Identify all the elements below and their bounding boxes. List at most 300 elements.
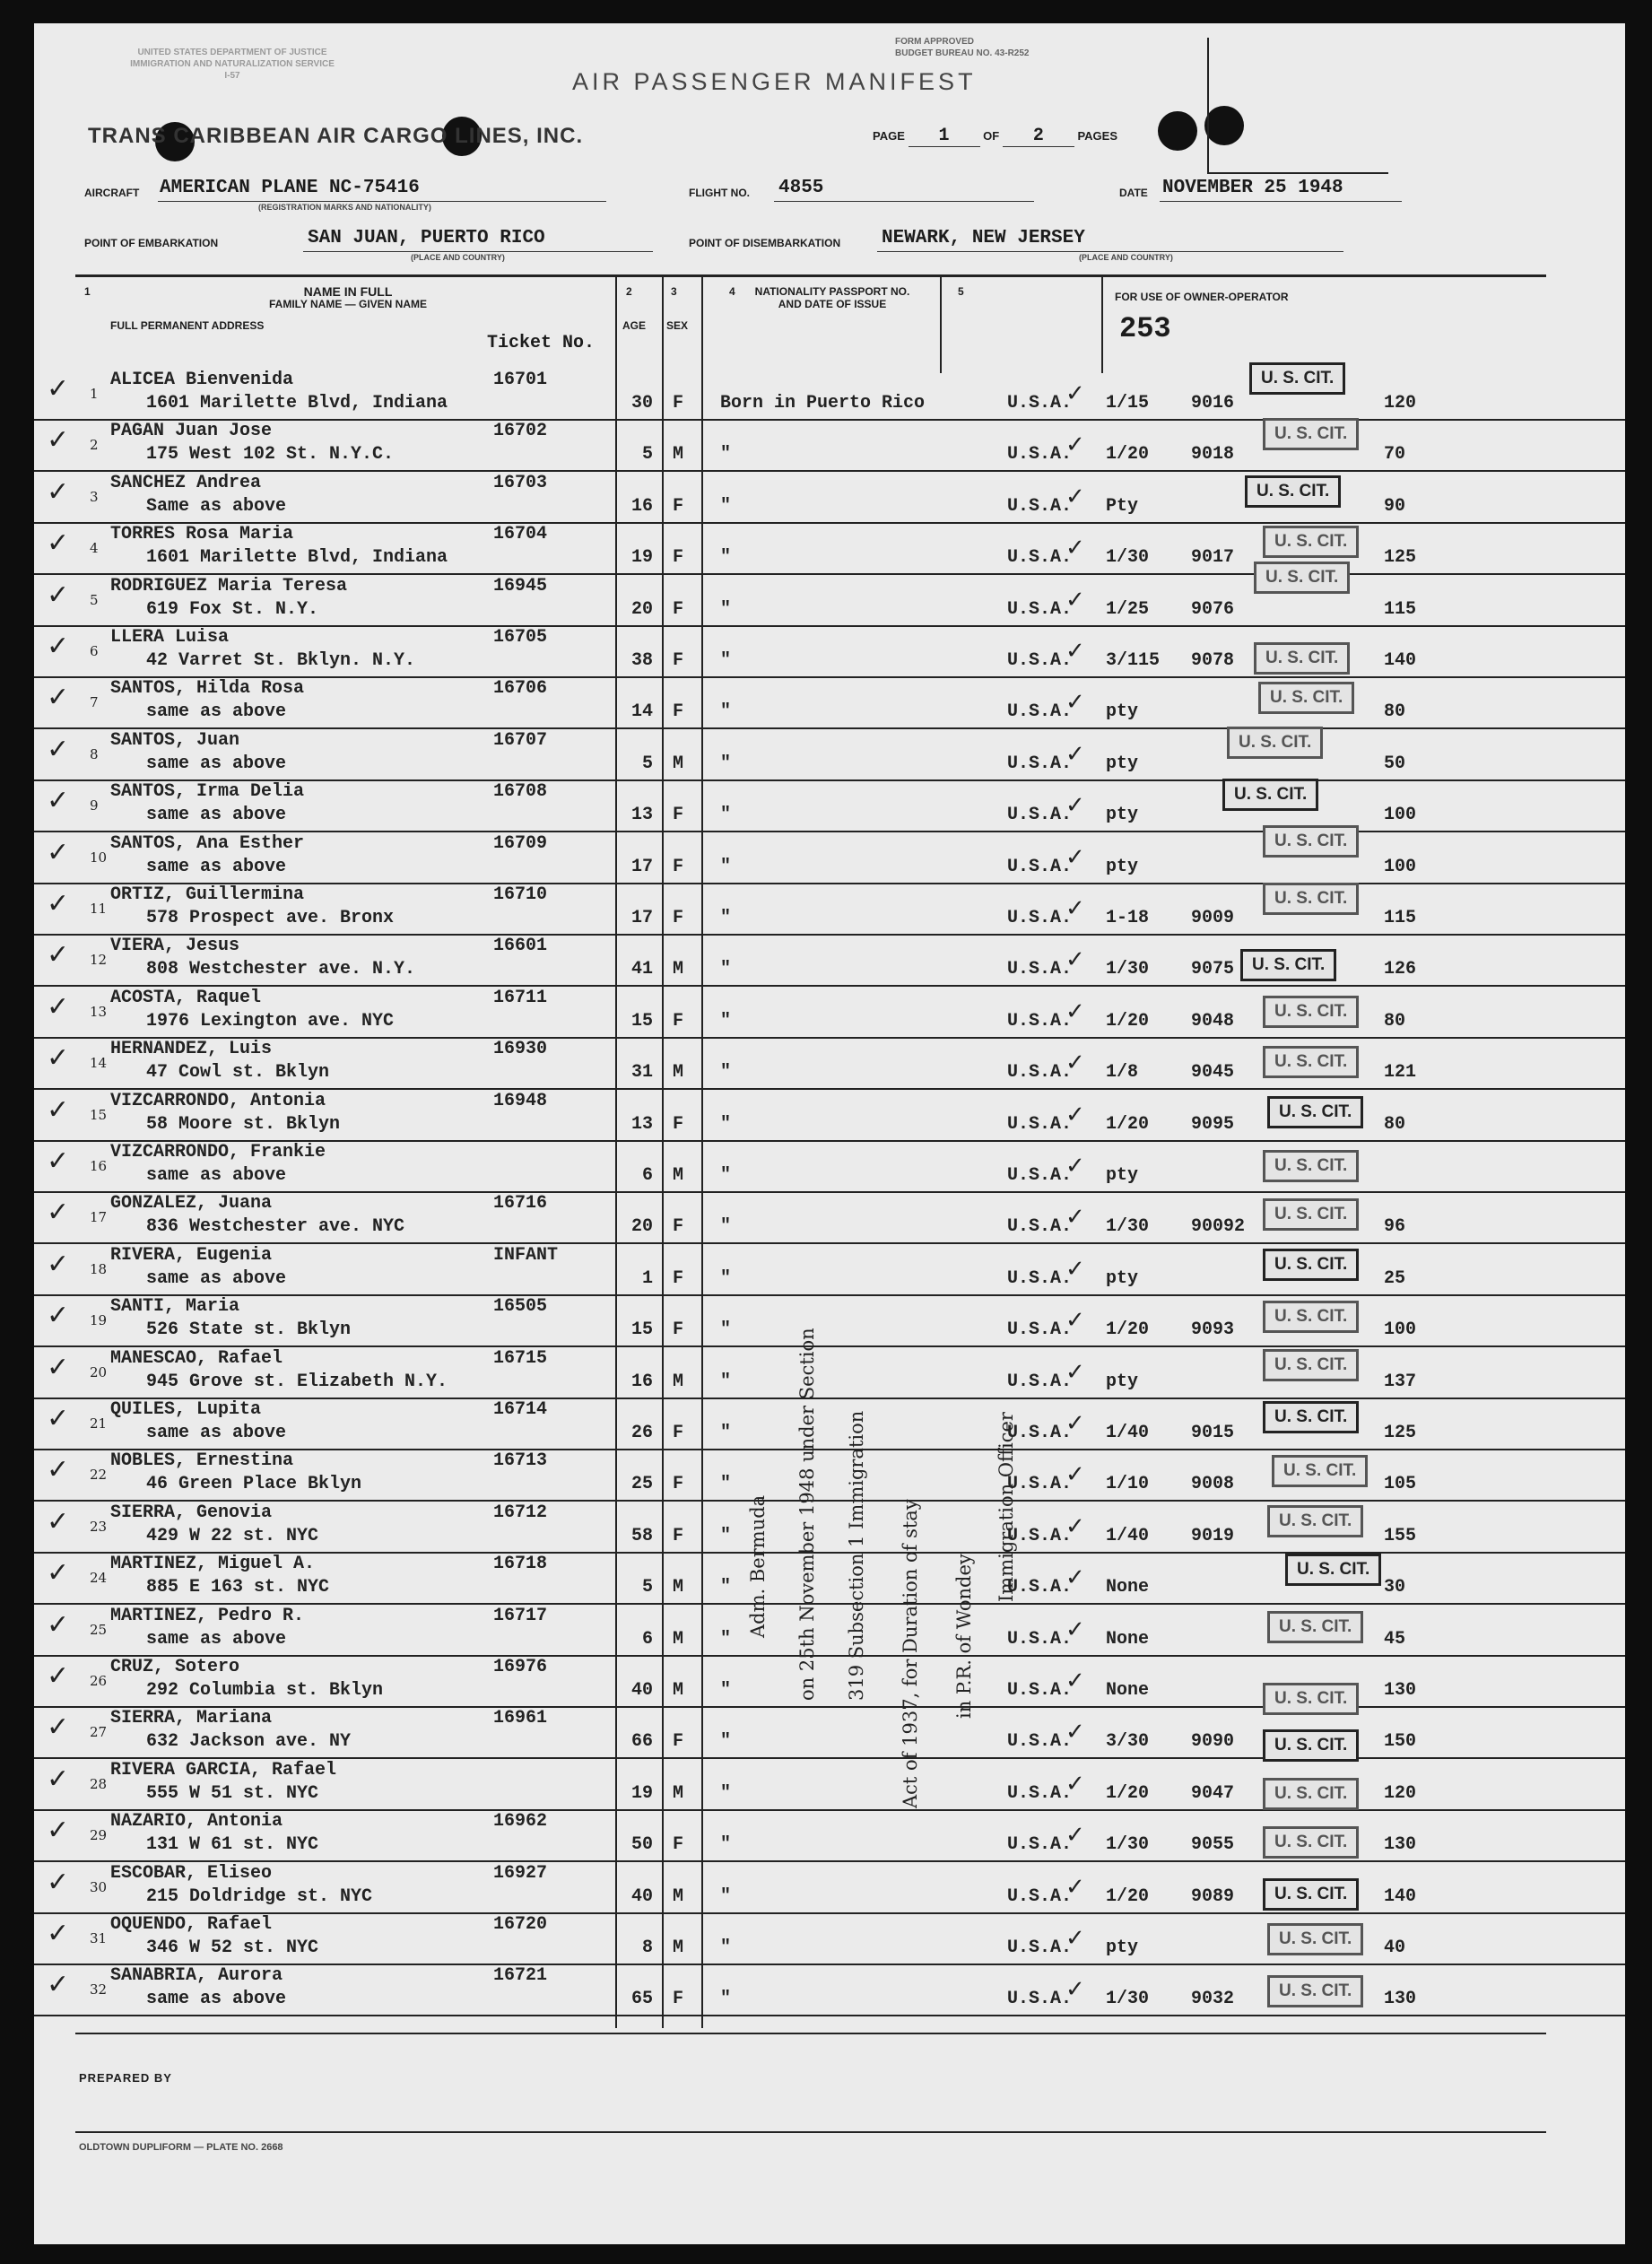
passenger-pass: 1/20	[1106, 1113, 1150, 1135]
check-mark-icon: ✓	[47, 1918, 70, 1949]
passenger-address: same as above	[146, 753, 287, 774]
passenger-name: HERNANDEZ, Luis	[110, 1039, 273, 1060]
passenger-nat: "	[720, 701, 732, 723]
pages-label: PAGES	[1077, 129, 1118, 143]
row-number: 27	[90, 1724, 108, 1741]
check-mark-icon: ✓	[1065, 1564, 1085, 1592]
of-label: OF	[983, 129, 1000, 143]
passenger-ticket: 16945	[493, 575, 548, 596]
us-citizen-stamp: U. S. CIT.	[1267, 1975, 1363, 2007]
passenger-nat: "	[720, 805, 732, 826]
check-mark-icon: ✓	[47, 1403, 70, 1434]
check-mark-icon: ✓	[1065, 1255, 1085, 1283]
passenger-fare: 90	[1384, 495, 1406, 517]
passenger-country: U.S.A.	[1007, 1989, 1073, 2010]
us-citizen-stamp: U. S. CIT.	[1263, 1683, 1359, 1715]
passenger-ticket: 16704	[493, 524, 548, 545]
col2-header: AGE	[622, 319, 647, 332]
passenger-nat: "	[720, 1577, 732, 1598]
passenger-sex: F	[673, 701, 684, 723]
passenger-fare: 140	[1384, 650, 1417, 671]
passenger-row	[34, 419, 1625, 472]
passenger-row	[34, 832, 1625, 884]
row-number: 24	[90, 1570, 108, 1587]
passenger-fare: 130	[1384, 1834, 1417, 1856]
passenger-ticket: 16718	[493, 1554, 548, 1575]
passenger-age: 5	[641, 753, 653, 774]
check-mark-icon: ✓	[47, 733, 70, 765]
row-number: 8	[90, 745, 99, 762]
passenger-fare: 100	[1384, 1319, 1417, 1341]
passenger-name: ALICEA Bienvenida	[110, 370, 294, 390]
check-mark-icon: ✓	[1065, 1925, 1085, 1952]
row-number: 2	[90, 437, 99, 454]
row-number: 14	[90, 1055, 108, 1072]
passenger-fare: 126	[1384, 959, 1417, 980]
passenger-age: 58	[630, 1525, 653, 1546]
passenger-ticket: 16601	[493, 936, 548, 957]
passenger-sex: F	[673, 1423, 684, 1443]
us-citizen-stamp: U. S. CIT.	[1263, 1401, 1359, 1433]
col1-header	[169, 285, 527, 310]
admission-note: Act of 1937, for Duration of stay	[900, 1499, 921, 1808]
passenger-age: 19	[630, 547, 653, 569]
passenger-country: U.S.A.	[1007, 650, 1073, 671]
passenger-address: 526 State st. Bklyn	[146, 1319, 352, 1341]
department-line: I-57	[224, 71, 240, 81]
check-mark-icon: ✓	[1065, 1822, 1085, 1850]
passenger-country: U.S.A.	[1007, 1216, 1073, 1238]
passenger-name: MANESCAO, Rafael	[110, 1347, 283, 1369]
passenger-pass: 1/30	[1106, 959, 1150, 980]
passenger-country: U.S.A.	[1007, 1423, 1073, 1443]
check-mark-icon: ✓	[47, 1866, 70, 1898]
passenger-code: 9075	[1191, 959, 1235, 980]
passenger-age: 1	[641, 1267, 653, 1289]
passenger-country: U.S.A.	[1007, 1937, 1073, 1958]
row-number: 32	[90, 1981, 108, 1998]
passenger-sex: M	[673, 1371, 684, 1392]
row-number: 13	[90, 1003, 108, 1020]
date-label: DATE	[1119, 187, 1148, 199]
passenger-address: same as above	[146, 701, 287, 723]
department-line: UNITED STATES DEPARTMENT OF JUSTICE	[137, 48, 327, 57]
passenger-code: 9089	[1191, 1885, 1235, 1907]
passenger-fare: 125	[1384, 547, 1417, 569]
passenger-pass: 1-18	[1106, 908, 1150, 928]
row-number: 15	[90, 1106, 108, 1123]
row-number: 25	[90, 1621, 108, 1638]
col1-number: 1	[84, 285, 91, 298]
passenger-country: U.S.A.	[1007, 1885, 1073, 1907]
passenger-age: 20	[630, 598, 653, 620]
passenger-name: SANTOS, Irma Delia	[110, 781, 305, 803]
passenger-country: U.S.A.	[1007, 1371, 1073, 1392]
us-citizen-stamp: U. S. CIT.	[1263, 996, 1359, 1028]
passenger-ticket: 16714	[493, 1399, 548, 1420]
passenger-pass: 1/30	[1106, 1989, 1150, 2010]
disembark-value: NEWARK, NEW JERSEY	[882, 228, 1085, 248]
passenger-age: 30	[630, 393, 653, 414]
passenger-name: OQUENDO, Rafael	[110, 1914, 273, 1935]
passenger-ticket: 16702	[493, 421, 548, 442]
check-mark-icon: ✓	[47, 1300, 70, 1332]
row-number: 23	[90, 1518, 108, 1535]
check-mark-icon: ✓	[47, 1351, 70, 1383]
passenger-name: CRUZ, Sotero	[110, 1657, 240, 1677]
passenger-sex: F	[673, 908, 684, 928]
passenger-pass: 1/30	[1106, 1216, 1150, 1238]
us-citizen-stamp: U. S. CIT.	[1249, 362, 1345, 395]
passenger-row	[34, 986, 1625, 1039]
passenger-fare: 125	[1384, 1423, 1417, 1443]
passenger-nat: "	[720, 598, 732, 620]
us-citizen-stamp: U. S. CIT.	[1263, 1349, 1359, 1381]
ticket-header: Ticket No.	[487, 333, 596, 353]
underline	[877, 251, 1343, 252]
passenger-pass: 1/20	[1106, 1885, 1150, 1907]
check-mark-icon: ✓	[1065, 1049, 1085, 1077]
check-mark-icon: ✓	[1065, 1461, 1085, 1489]
passenger-sex: F	[673, 1216, 684, 1238]
passenger-name: SANCHEZ Andrea	[110, 472, 262, 493]
passenger-code: 9093	[1191, 1319, 1235, 1341]
row-number: 5	[90, 591, 99, 608]
passenger-country: U.S.A.	[1007, 701, 1073, 723]
embark-label: POINT OF EMBARKATION	[84, 237, 219, 249]
passenger-fare: 105	[1384, 1474, 1417, 1495]
disembark-label: POINT OF DISEMBARKATION	[689, 237, 841, 249]
check-mark-icon: ✓	[1065, 740, 1085, 768]
passenger-ticket: 16705	[493, 627, 548, 648]
row-number: 31	[90, 1930, 108, 1946]
passenger-pass: 1/20	[1106, 444, 1150, 466]
passenger-sex: F	[673, 1319, 684, 1341]
passenger-ticket: INFANT	[493, 1244, 559, 1266]
admission-note: Adm. Bermuda	[747, 1494, 769, 1638]
row-number: 18	[90, 1260, 108, 1277]
us-citizen-stamp: U. S. CIT.	[1263, 1826, 1359, 1859]
passenger-country: U.S.A.	[1007, 1165, 1073, 1186]
row-number: 29	[90, 1827, 108, 1844]
passenger-age: 16	[630, 1371, 653, 1392]
passenger-pass: pty	[1106, 805, 1139, 826]
row-number: 21	[90, 1415, 108, 1432]
passenger-row	[34, 1655, 1625, 1708]
passenger-fare: 96	[1384, 1216, 1406, 1238]
budget-bureau: BUDGET BUREAU NO. 43-R252	[895, 48, 1030, 58]
check-mark-icon: ✓	[47, 373, 70, 405]
passenger-age: 40	[630, 1885, 653, 1907]
passenger-name: RODRIGUEZ Maria Teresa	[110, 575, 348, 596]
check-mark-icon: ✓	[47, 1660, 70, 1692]
passenger-pass: 1/10	[1106, 1474, 1150, 1495]
passenger-age: 41	[630, 959, 653, 980]
passenger-ticket: 16976	[493, 1657, 548, 1677]
passenger-address: 578 Prospect ave. Bronx	[146, 908, 395, 928]
check-mark-icon: ✓	[1065, 1770, 1085, 1798]
passenger-row	[34, 1552, 1625, 1605]
passenger-country: U.S.A.	[1007, 1062, 1073, 1084]
footer-rule	[75, 2131, 1546, 2133]
passenger-address: same as above	[146, 1165, 287, 1186]
passenger-fare: 80	[1384, 1010, 1406, 1032]
passenger-row	[34, 1809, 1625, 1862]
passenger-country: U.S.A.	[1007, 393, 1073, 414]
passenger-address: 346 W 52 st. NYC	[146, 1937, 319, 1958]
table-top-rule	[75, 274, 1546, 277]
company-name: TRANS CARIBBEAN AIR CARGO LINES, INC.	[88, 124, 584, 148]
passenger-row	[34, 1861, 1625, 1914]
check-mark-icon: ✓	[47, 1505, 70, 1537]
check-mark-icon: ✓	[1065, 483, 1085, 510]
passenger-country: U.S.A.	[1007, 1680, 1073, 1701]
passenger-nat: "	[720, 1216, 732, 1238]
passenger-address: 42 Varret St. Bklyn. N.Y.	[146, 650, 416, 671]
passenger-name: RIVERA, Eugenia	[110, 1244, 273, 1266]
passenger-fare: 140	[1384, 1885, 1417, 1907]
us-citizen-stamp: U. S. CIT.	[1254, 562, 1350, 594]
passenger-nat: "	[720, 753, 732, 774]
passenger-row	[34, 522, 1625, 575]
check-mark-icon: ✓	[1065, 895, 1085, 922]
admission-note: 319 Subsection 1 Immigration	[846, 1410, 867, 1701]
check-mark-icon: ✓	[1065, 1307, 1085, 1335]
passenger-sex: F	[673, 805, 684, 826]
form-approved: FORM APPROVED	[895, 37, 974, 47]
col3-number: 3	[671, 285, 677, 298]
passenger-address: 808 Westchester ave. N.Y.	[146, 959, 416, 980]
passenger-nat: "	[720, 1113, 732, 1135]
row-number: 6	[90, 643, 99, 659]
passenger-ticket: 16962	[493, 1811, 548, 1833]
admission-note: Immigration Officer	[996, 1412, 1017, 1602]
passenger-sex: M	[673, 1782, 684, 1804]
passenger-row	[34, 471, 1625, 524]
us-citizen-stamp: U. S. CIT.	[1267, 1611, 1363, 1643]
passenger-row	[34, 1604, 1625, 1657]
check-mark-icon: ✓	[1065, 1204, 1085, 1232]
col2-number: 2	[626, 285, 632, 298]
passenger-fare: 130	[1384, 1989, 1417, 2010]
passenger-nat: "	[720, 1989, 732, 2010]
check-mark-icon: ✓	[1065, 1668, 1085, 1694]
passenger-row	[34, 1191, 1625, 1244]
passenger-fare: 80	[1384, 701, 1406, 723]
passenger-address: same as above	[146, 856, 287, 877]
passenger-ticket: 16715	[493, 1347, 548, 1369]
passenger-pass: 1/20	[1106, 1782, 1150, 1804]
passenger-address: Same as above	[146, 495, 287, 517]
passenger-fare: 70	[1384, 444, 1406, 466]
passenger-ticket: 16948	[493, 1090, 548, 1111]
passenger-name: VIZCARRONDO, Frankie	[110, 1142, 326, 1162]
check-mark-icon: ✓	[1065, 431, 1085, 459]
passenger-country: U.S.A.	[1007, 598, 1073, 620]
check-mark-icon: ✓	[1065, 843, 1085, 871]
row-number: 30	[90, 1878, 108, 1895]
flight-label: FLIGHT NO.	[689, 187, 750, 199]
passenger-age: 15	[630, 1319, 653, 1341]
passenger-code: 9047	[1191, 1782, 1235, 1804]
aircraft-label: AIRCRAFT	[84, 187, 140, 199]
passenger-ticket: 16712	[493, 1502, 548, 1523]
passenger-pass: pty	[1106, 1937, 1139, 1958]
passenger-fare: 120	[1384, 393, 1417, 414]
passenger-sex: F	[673, 1525, 684, 1546]
passenger-age: 40	[630, 1680, 653, 1701]
page-count	[873, 126, 1117, 147]
passenger-nat: "	[720, 1525, 732, 1546]
passenger-ticket: 16708	[493, 781, 548, 803]
passenger-country: U.S.A.	[1007, 1113, 1073, 1135]
passenger-row	[34, 1912, 1625, 1965]
row-number: 22	[90, 1467, 108, 1484]
row-number: 17	[90, 1209, 108, 1226]
passenger-sex: M	[673, 1577, 684, 1598]
passenger-address: 632 Jackson ave. NY	[146, 1731, 352, 1753]
check-mark-icon: ✓	[47, 1711, 70, 1744]
passenger-nat: "	[720, 1062, 732, 1084]
passenger-ticket: 16707	[493, 729, 548, 751]
check-mark-icon: ✓	[1065, 1512, 1085, 1540]
passenger-ticket: 16717	[493, 1605, 548, 1626]
us-citizen-stamp: U. S. CIT.	[1263, 1198, 1359, 1231]
prepared-by-label: PREPARED BY	[79, 2071, 172, 2085]
passenger-country: U.S.A.	[1007, 805, 1073, 826]
passenger-pass: pty	[1106, 701, 1139, 723]
passenger-sex: M	[673, 959, 684, 980]
us-citizen-stamp: U. S. CIT.	[1240, 949, 1336, 981]
passenger-age: 5	[641, 444, 653, 466]
check-mark-icon: ✓	[47, 579, 70, 611]
passenger-address: 945 Grove st. Elizabeth N.Y.	[146, 1371, 448, 1392]
passenger-row	[34, 1243, 1625, 1296]
passenger-ticket: 16709	[493, 832, 548, 854]
passenger-nat: "	[720, 1165, 732, 1186]
row-number: 20	[90, 1363, 108, 1380]
passenger-row	[34, 1398, 1625, 1450]
disembark-sublabel: (PLACE AND COUNTRY)	[1079, 253, 1173, 262]
passenger-pass: 1/20	[1106, 1319, 1150, 1341]
passenger-pass: 3/30	[1106, 1731, 1150, 1753]
check-mark-icon: ✓	[1065, 1873, 1085, 1901]
passenger-pass: 1/20	[1106, 1010, 1150, 1032]
row-number: 12	[90, 952, 108, 969]
column-divider	[940, 274, 942, 373]
passenger-sex: F	[673, 1010, 684, 1032]
check-mark-icon: ✓	[1065, 689, 1085, 717]
passenger-fare: 115	[1384, 908, 1417, 928]
passenger-name: GONZALEZ, Juana	[110, 1193, 273, 1215]
passenger-nat: "	[720, 1474, 732, 1495]
us-citizen-stamp: U. S. CIT.	[1263, 526, 1359, 558]
passenger-country: U.S.A.	[1007, 1782, 1073, 1804]
passenger-nat: "	[720, 1267, 732, 1289]
passenger-row	[34, 574, 1625, 627]
passenger-code: 9095	[1191, 1113, 1235, 1135]
passenger-fare: 137	[1384, 1371, 1417, 1392]
passenger-pass: None	[1106, 1680, 1150, 1701]
passenger-pass: 3/115	[1106, 650, 1161, 671]
embark-sublabel: (PLACE AND COUNTRY)	[411, 253, 505, 262]
row-number: 10	[90, 849, 108, 866]
passenger-sex: M	[673, 1885, 684, 1907]
passenger-nat: "	[720, 1885, 732, 1907]
passenger-country: U.S.A.	[1007, 444, 1073, 466]
passenger-name: PAGAN Juan Jose	[110, 421, 273, 442]
passenger-fare: 100	[1384, 805, 1417, 826]
passenger-name: VIZCARRONDO, Antonia	[110, 1090, 326, 1111]
passenger-age: 20	[630, 1216, 653, 1238]
passenger-sex: M	[673, 1937, 684, 1958]
passenger-code: 9008	[1191, 1474, 1235, 1495]
form-plate-number: OLDTOWN DUPLIFORM — PLATE NO. 2668	[79, 2142, 283, 2153]
passenger-name: VIERA, Jesus	[110, 936, 240, 957]
col1-sub2: FULL PERMANENT ADDRESS	[110, 319, 265, 332]
passenger-row	[34, 883, 1625, 936]
passenger-ticket: 16720	[493, 1914, 548, 1935]
check-mark-icon: ✓	[47, 1248, 70, 1280]
passenger-address: 619 Fox St. N.Y.	[146, 598, 319, 620]
passenger-row	[34, 728, 1625, 781]
passenger-sex: F	[673, 393, 684, 414]
passenger-address: 429 W 22 st. NYC	[146, 1525, 319, 1546]
check-mark-icon: ✓	[1065, 997, 1085, 1025]
passenger-ticket: 16710	[493, 884, 548, 905]
passenger-pass: 1/40	[1106, 1525, 1150, 1546]
passenger-fare: 80	[1384, 1113, 1406, 1135]
passenger-nat: "	[720, 959, 732, 980]
row-number: 9	[90, 797, 99, 814]
row-number: 1	[90, 386, 99, 402]
form-approved-block	[895, 36, 1029, 59]
col5-number: 5	[958, 285, 964, 298]
passenger-address: same as above	[146, 1989, 287, 2010]
passenger-row	[34, 779, 1625, 832]
passenger-age: 25	[630, 1474, 653, 1495]
passenger-row	[34, 934, 1625, 987]
passenger-code: 9076	[1191, 598, 1235, 620]
passenger-country: U.S.A.	[1007, 1577, 1073, 1598]
passenger-name: NAZARIO, Antonia	[110, 1811, 283, 1833]
passenger-pass: pty	[1106, 1371, 1139, 1392]
us-citizen-stamp: U. S. CIT.	[1258, 682, 1354, 714]
passenger-row	[34, 1294, 1625, 1347]
passenger-age: 38	[630, 650, 653, 671]
passenger-address: 1601 Marilette Blvd, Indiana	[146, 547, 448, 569]
passenger-country: U.S.A.	[1007, 959, 1073, 980]
owner-value: 253	[1119, 312, 1171, 345]
passenger-fare: 25	[1384, 1267, 1406, 1289]
passenger-address: same as above	[146, 805, 287, 826]
passenger-country: U.S.A.	[1007, 1628, 1073, 1650]
passenger-age: 66	[630, 1731, 653, 1753]
passenger-sex: M	[673, 444, 684, 466]
passenger-code: 9032	[1191, 1989, 1235, 2010]
passenger-ticket: 16703	[493, 472, 548, 493]
aircraft-value: AMERICAN PLANE NC-75416	[160, 178, 420, 198]
passenger-pass: 1/30	[1106, 547, 1150, 569]
passenger-row	[34, 1089, 1625, 1142]
passenger-pass: Pty	[1106, 495, 1139, 517]
passenger-age: 6	[641, 1165, 653, 1186]
us-citizen-stamp: U. S. CIT.	[1245, 475, 1341, 508]
passenger-country: U.S.A.	[1007, 856, 1073, 877]
passenger-sex: F	[673, 856, 684, 877]
us-citizen-stamp: U. S. CIT.	[1263, 1878, 1359, 1911]
underline	[158, 201, 606, 202]
